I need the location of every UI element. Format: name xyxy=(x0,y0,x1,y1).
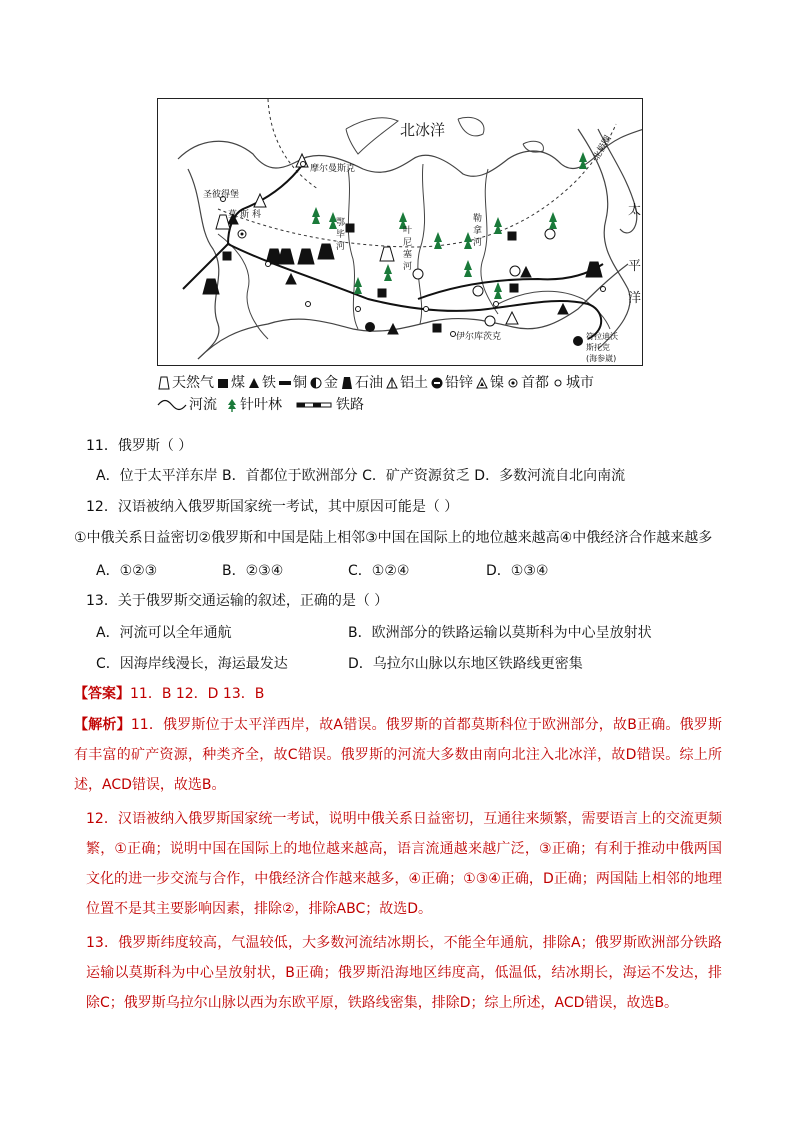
q11-stem: 11．俄罗斯（ ） xyxy=(86,438,193,454)
coal-symbol xyxy=(510,284,518,292)
label-moscow-1: 莫 xyxy=(228,210,238,220)
label-vladivostok-1: 符拉迪沃 xyxy=(586,332,618,341)
analysis-13-text: 13．俄罗斯纬度较高，气温较低，大多数河流结冰期长，不能全年通航，排除A；俄罗斯欧洲部分铁路运输以莫斯科为中心呈放射状，B正确；俄罗斯沿海地区纬度高，低温低，结冰期长，海运不发达，排除C；俄罗斯乌拉尔山脉以西为东欧平原，铁路线密集，排除D；综上所述，ACD错误，故选B。 xyxy=(86,935,722,1011)
q13-option-a: A．河流可以全年通航 xyxy=(96,625,232,641)
conifer-tree xyxy=(434,232,442,249)
q12-stem: 12．汉语被纳入俄罗斯国家统一考试，其中原因可能是（ ） xyxy=(86,499,459,515)
gold-symbol xyxy=(413,269,423,279)
iron-symbol xyxy=(286,274,296,284)
city-dot xyxy=(494,302,499,307)
legend-item-iron: 铁 xyxy=(247,372,276,394)
map-legend xyxy=(157,372,647,416)
western-railway xyxy=(183,244,228,289)
city-dot xyxy=(601,287,606,292)
legend-item-copper: 铜 xyxy=(278,372,307,394)
legend-item-city: 城市 xyxy=(551,372,594,394)
lead-zinc-symbol xyxy=(573,336,583,346)
q12-statements: ①中俄关系日益密切②俄罗斯和中国是陆上相邻③中国在国际上的地位越来越高④中俄经济合作越来越多 xyxy=(74,530,713,546)
label-vladivostok-3: (海参崴) xyxy=(586,354,617,363)
analysis-13 xyxy=(86,928,722,1018)
city-dot xyxy=(306,302,311,307)
russia-resource-map xyxy=(157,98,643,366)
city-icon xyxy=(551,376,565,390)
legend-item-bauxite: 铝土 xyxy=(385,372,428,394)
ob-river xyxy=(348,169,358,329)
q12-option-d: D．①③④ xyxy=(486,563,549,579)
bauxite-symbol xyxy=(254,194,266,207)
label-moscow-3: 科 xyxy=(252,210,262,220)
label-moscow-2: 斯 xyxy=(240,210,250,220)
oil-symbol xyxy=(318,244,334,259)
conifer-tree xyxy=(494,282,502,299)
gold-symbol xyxy=(510,266,520,276)
lena-river xyxy=(481,169,498,314)
conifer-tree xyxy=(464,232,472,249)
q13-option-d: D．乌拉尔山脉以东地区铁路线更密集 xyxy=(348,656,583,672)
label-arctic-circle: 北极圈 xyxy=(591,134,614,163)
label-murmansk: 摩尔曼斯克 xyxy=(310,164,356,174)
oil-symbol xyxy=(278,249,294,264)
label-lena-1: 勒 xyxy=(473,214,483,224)
gold-symbol xyxy=(485,316,495,326)
coal-symbol xyxy=(433,324,441,332)
gold-symbol xyxy=(473,286,483,296)
q12-option-b: B．②③④ xyxy=(222,563,284,579)
analysis-tag: 【解析】 xyxy=(74,717,131,733)
coal-symbol xyxy=(378,289,386,297)
legend-item-lead-zinc: 铅锌 xyxy=(430,372,473,394)
q12-option-a: A．①②③ xyxy=(96,563,158,579)
conifer-tree xyxy=(494,217,502,234)
legend-item-conifer: 针叶林 xyxy=(225,394,282,416)
coal-icon xyxy=(216,376,230,390)
q13-option-c: C．因海岸线漫长，海运最发达 xyxy=(96,656,288,672)
answer-text: 11．B 12．D 13．B xyxy=(130,686,265,702)
gold-icon xyxy=(309,376,323,390)
oil-icon xyxy=(340,376,354,390)
q13-option-b: B．欧洲部分的铁路运输以莫斯科为中心呈放射状 xyxy=(348,625,652,641)
legend-item-river: 河流 xyxy=(157,394,217,416)
legend-item-gold: 金 xyxy=(309,372,338,394)
city-dot xyxy=(424,307,429,312)
analysis-12-text: 12．汉语被纳入俄罗斯国家统一考试，说明中俄关系日益密切，互通往来频繁，需要语言上的交流更频繁，①正确；说明中国在国际上的地位越来越高，语言流通越来越广泛，③正确；有利于推动中俄两国文化的进一步交流与合作，中俄经济合作越来越多，④正确；①③④正确，D正确；两国陆上相邻的地理位置不是其主要影响因素，排除②，排除ABC；故选D。 xyxy=(86,811,722,917)
label-arctic-ocean: 北冰洋 xyxy=(400,121,446,139)
conifer-tree xyxy=(464,260,472,277)
gold-symbol xyxy=(545,229,555,239)
label-ob-1: 鄂 xyxy=(336,218,346,228)
analysis-11 xyxy=(74,710,722,800)
oil-symbol xyxy=(203,279,219,294)
label-ob-2: 毕 xyxy=(336,230,346,240)
oil-symbol xyxy=(586,262,602,277)
lead-zinc-symbol xyxy=(365,322,375,332)
conifer-tree xyxy=(354,277,362,294)
label-pacific-ocean-1: 太 xyxy=(628,203,642,218)
conifer-tree xyxy=(579,152,587,169)
city-dot xyxy=(451,332,456,337)
conifer-icon xyxy=(225,398,239,412)
coal-symbol xyxy=(223,252,231,260)
q12-option-c: C．①②④ xyxy=(348,563,410,579)
answer-line xyxy=(74,684,264,704)
analysis-11-text: 11．俄罗斯位于太平洋西岸，故A错误。俄罗斯的首都莫斯科位于欧洲部分，故B正确。俄罗斯有丰富的矿产资源，种类齐全，故C错误。俄罗斯的河流大多数由南向北注入北冰洋，故D错误。综上所述，ACD错误，故选B。 xyxy=(74,717,723,793)
copper-icon xyxy=(278,376,292,390)
legend-item-capital: 首都 xyxy=(506,372,549,394)
label-yenisei-1: 叶 xyxy=(403,226,413,236)
nickel-icon xyxy=(475,376,489,390)
conifer-tree xyxy=(384,264,392,281)
city-dot xyxy=(356,307,361,312)
legend-item-natural-gas: 天然气 xyxy=(157,372,214,394)
coal-symbol xyxy=(508,232,516,240)
q13-stem: 13．关于俄罗斯交通运输的叙述，正确的是（ ） xyxy=(86,593,389,609)
capital-icon xyxy=(506,376,520,390)
iron-symbol xyxy=(558,304,568,314)
lead-zinc-icon xyxy=(430,376,444,390)
yenisei-river xyxy=(418,164,425,324)
legend-row-2 xyxy=(157,394,647,416)
city-dot xyxy=(266,262,271,267)
natural-gas-symbol xyxy=(380,247,394,261)
coal-symbol xyxy=(346,224,354,232)
bauxite-icon xyxy=(385,376,399,390)
novaya-zemlya xyxy=(346,118,398,154)
answer-tag: 【答案】 xyxy=(74,686,130,702)
q11-options: A．位于太平洋东岸 B．首都位于欧洲部分 C．矿产资源贫乏 D．多数河流自北向南流 xyxy=(96,468,626,484)
natural-gas-icon xyxy=(157,376,171,390)
label-lena-2: 拿 xyxy=(473,226,483,236)
river-icon xyxy=(157,398,187,412)
label-ob-3: 河 xyxy=(336,242,346,252)
label-pacific-ocean-2: 平 xyxy=(628,259,642,274)
moscow-capital-dot xyxy=(241,233,244,236)
legend-item-railway: 铁路 xyxy=(296,394,364,416)
volga-river xyxy=(218,234,268,339)
severnaya-zemlya xyxy=(458,117,484,135)
label-irkutsk: 伊尔库茨克 xyxy=(456,332,502,342)
conifer-tree xyxy=(549,212,557,229)
label-pacific-ocean-3: 洋 xyxy=(628,291,642,306)
city-dot xyxy=(301,162,306,167)
label-st-petersburg: 圣彼得堡 xyxy=(203,190,240,200)
iron-symbol xyxy=(521,267,531,277)
oil-symbol xyxy=(298,249,314,264)
nickel-symbol xyxy=(506,312,518,324)
label-vladivostok-2: 斯托克 xyxy=(586,343,610,352)
label-yenisei-3: 塞 xyxy=(403,250,413,260)
legend-item-nickel: 镍 xyxy=(475,372,504,394)
analysis-12 xyxy=(86,804,722,924)
legend-item-oil: 石油 xyxy=(340,372,383,394)
label-yenisei-2: 尼 xyxy=(403,238,413,248)
label-yenisei-4: 河 xyxy=(403,262,413,272)
railway-icon xyxy=(296,398,332,412)
legend-item-coal: 煤 xyxy=(216,372,245,394)
legend-row-1 xyxy=(157,372,647,394)
label-lena-3: 河 xyxy=(473,238,483,248)
conifer-tree xyxy=(312,207,320,224)
iron-icon xyxy=(247,376,261,390)
